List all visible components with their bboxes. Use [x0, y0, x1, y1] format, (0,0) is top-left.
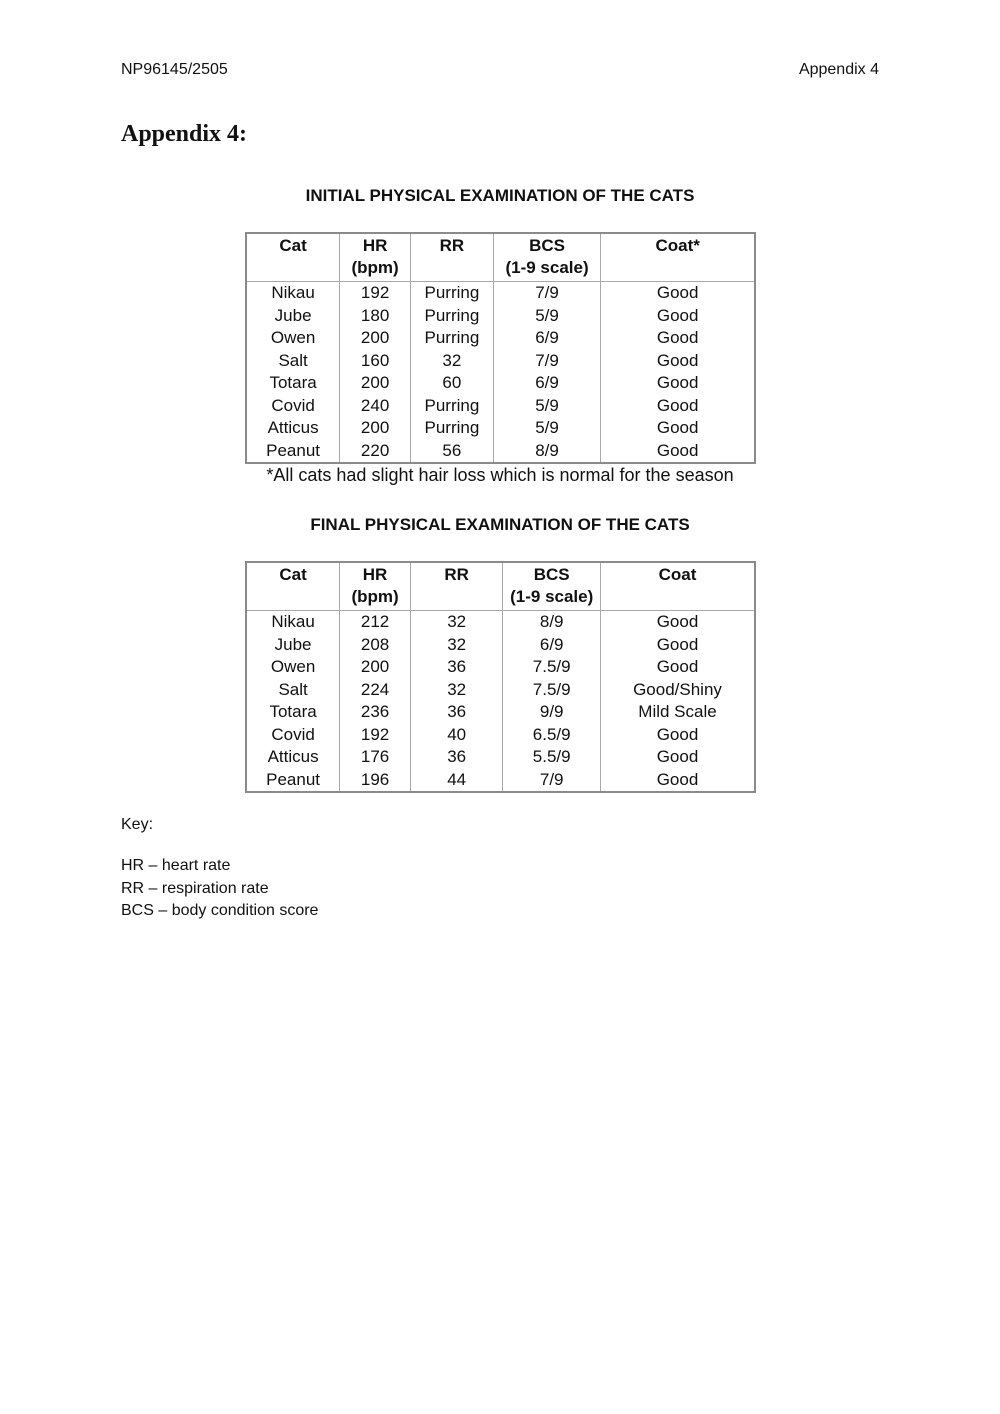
coat-cell: Good/Shiny [601, 679, 756, 702]
bcs-cell: 5/9 [493, 417, 601, 440]
hr-cell: 212 [340, 611, 411, 634]
key-title: Key: [121, 816, 154, 833]
coat-cell: Good [601, 440, 755, 464]
appendix-title: Appendix 4: [121, 121, 248, 147]
column-header-cat: Cat [246, 562, 340, 611]
hr-cell: 200 [340, 417, 411, 440]
cat-name-cell: Peanut [246, 440, 340, 464]
column-header-bcs: BCS (1-9 scale) [503, 562, 601, 611]
hr-cell: 220 [340, 440, 411, 464]
key-item-hr: HR – heart rate [121, 857, 231, 874]
cat-name-cell: Peanut [246, 769, 340, 793]
column-header-hr: HR (bpm) [340, 562, 411, 611]
table-row [246, 611, 755, 634]
cat-name-cell: Nikau [246, 282, 340, 305]
cat-name-cell: Totara [246, 372, 340, 395]
bcs-cell: 8/9 [503, 611, 601, 634]
coat-footnote: *All cats had slight hair loss which is normal for the season [266, 465, 734, 485]
final-exam-table [245, 561, 756, 793]
bcs-cell: 6.5/9 [503, 724, 601, 747]
bcs-cell: 5.5/9 [503, 746, 601, 769]
coat-cell: Good [601, 769, 756, 793]
hr-cell: 240 [340, 395, 411, 418]
coat-cell: Good [601, 746, 756, 769]
key-item-rr: RR – respiration rate [121, 879, 269, 897]
bcs-cell: 5/9 [493, 305, 601, 328]
coat-cell: Good [601, 282, 755, 305]
cat-name-cell: Jube [246, 305, 340, 328]
bcs-cell: 6/9 [503, 634, 601, 657]
rr-cell: 36 [410, 701, 502, 724]
bcs-cell: 8/9 [493, 440, 601, 464]
column-header-bcs: BCS (1-9 scale) [493, 233, 601, 282]
rr-cell: 60 [411, 372, 494, 395]
table-row [246, 305, 755, 328]
key-list [121, 855, 318, 923]
rr-cell: 36 [410, 656, 502, 679]
document-reference: NP96145/2505 [121, 61, 228, 78]
rr-cell: 56 [411, 440, 494, 464]
bcs-cell: 6/9 [493, 327, 601, 350]
rr-cell: 32 [410, 679, 502, 702]
rr-cell: 40 [410, 724, 502, 747]
rr-cell: Purring [411, 395, 494, 418]
cat-name-cell: Owen [246, 327, 340, 350]
key-item-bcs: BCS – body condition score [121, 902, 319, 919]
bcs-cell: 7/9 [493, 350, 601, 373]
hr-cell: 200 [340, 372, 411, 395]
final-exam-title: FINAL PHYSICAL EXAMINATION OF THE CATS [310, 515, 690, 534]
bcs-cell: 6/9 [493, 372, 601, 395]
table-row [246, 440, 755, 464]
initial-exam-title: INITIAL PHYSICAL EXAMINATION OF THE CATS [305, 186, 695, 205]
coat-cell: Good [601, 350, 755, 373]
cat-name-cell: Nikau [246, 611, 340, 634]
table-row [246, 656, 755, 679]
rr-cell: 32 [410, 634, 502, 657]
column-header-rr: RR [411, 233, 494, 282]
rr-cell: 32 [411, 350, 494, 373]
section-label: Appendix 4 [798, 61, 879, 78]
hr-cell: 196 [340, 769, 411, 793]
table-row [246, 634, 755, 657]
rr-cell: 44 [410, 769, 502, 793]
bcs-cell: 7.5/9 [503, 656, 601, 679]
hr-cell: 176 [340, 746, 411, 769]
bcs-cell: 7/9 [493, 282, 601, 305]
coat-cell: Good [601, 634, 756, 657]
column-header-rr: RR [410, 562, 502, 611]
hr-cell: 200 [340, 327, 411, 350]
initial-exam-table [245, 232, 756, 464]
coat-cell: Good [601, 611, 756, 634]
rr-cell: Purring [411, 327, 494, 350]
bcs-cell: 7/9 [503, 769, 601, 793]
coat-cell: Good [601, 327, 755, 350]
cat-name-cell: Totara [246, 701, 340, 724]
table-row [246, 350, 755, 373]
rr-cell: Purring [411, 305, 494, 328]
table-row [246, 372, 755, 395]
hr-cell: 208 [340, 634, 411, 657]
hr-cell: 192 [340, 282, 411, 305]
cat-name-cell: Covid [246, 724, 340, 747]
coat-cell: Mild Scale [601, 701, 756, 724]
hr-cell: 192 [340, 724, 411, 747]
table-header-row [246, 233, 755, 282]
bcs-cell: 7.5/9 [503, 679, 601, 702]
table-row [246, 327, 755, 350]
column-header-coat: Coat [601, 562, 756, 611]
table-row [246, 746, 755, 769]
coat-cell: Good [601, 305, 755, 328]
table-row [246, 701, 755, 724]
cat-name-cell: Owen [246, 656, 340, 679]
cat-name-cell: Salt [246, 350, 340, 373]
bcs-cell: 5/9 [493, 395, 601, 418]
column-header-cat: Cat [246, 233, 340, 282]
coat-cell: Good [601, 417, 755, 440]
rr-cell: 32 [410, 611, 502, 634]
rr-cell: 36 [410, 746, 502, 769]
coat-cell: Good [601, 724, 756, 747]
cat-name-cell: Salt [246, 679, 340, 702]
table-row [246, 769, 755, 793]
table-row [246, 282, 755, 305]
cat-name-cell: Jube [246, 634, 340, 657]
hr-cell: 200 [340, 656, 411, 679]
hr-cell: 160 [340, 350, 411, 373]
cat-name-cell: Atticus [246, 417, 340, 440]
column-header-hr: HR (bpm) [340, 233, 411, 282]
column-header-coat: Coat* [601, 233, 755, 282]
hr-cell: 180 [340, 305, 411, 328]
cat-name-cell: Atticus [246, 746, 340, 769]
table-header-row [246, 562, 755, 611]
rr-cell: Purring [411, 282, 494, 305]
bcs-cell: 9/9 [503, 701, 601, 724]
hr-cell: 224 [340, 679, 411, 702]
table-row [246, 724, 755, 747]
coat-cell: Good [601, 372, 755, 395]
hr-cell: 236 [340, 701, 411, 724]
coat-cell: Good [601, 395, 755, 418]
rr-cell: Purring [411, 417, 494, 440]
table-row [246, 417, 755, 440]
table-row [246, 679, 755, 702]
coat-cell: Good [601, 656, 756, 679]
cat-name-cell: Covid [246, 395, 340, 418]
table-row [246, 395, 755, 418]
